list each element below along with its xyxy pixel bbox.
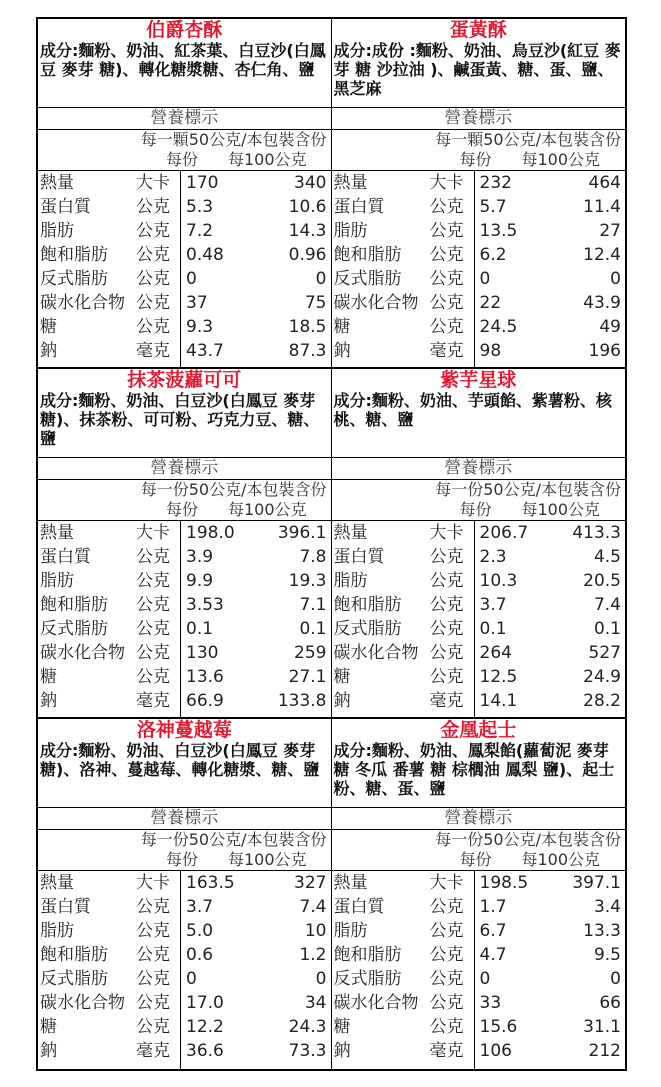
nutrient-per-100g: 7.4 [299, 897, 327, 917]
nutrient-row [38, 195, 331, 219]
nutrient-per-serving: 6.7 [479, 921, 507, 941]
nutrient-per-serving: 2.3 [479, 547, 507, 567]
nutrient-per-serving: 106 [479, 1041, 512, 1061]
nutrient-unit: 公克 [429, 1017, 464, 1037]
nutrient-per-100g: 0 [315, 969, 327, 989]
nutrient-name: 反式脂肪 [40, 269, 108, 289]
nutrition-header: 營養標示 [38, 108, 331, 130]
nutrient-unit: 公克 [136, 945, 170, 965]
nutrient-row [332, 1015, 626, 1039]
nutrient-row [38, 267, 331, 291]
nutrient-per-serving: 10.3 [479, 571, 518, 591]
nutrient-row [332, 545, 626, 569]
nutrient-row [332, 1039, 626, 1063]
nutrient-name: 反式脂肪 [333, 269, 402, 289]
nutrient-unit: 公克 [429, 317, 464, 337]
nutrient-per-100g: 11.4 [583, 197, 621, 217]
nutrient-row [332, 243, 626, 267]
nutrient-per-100g: 527 [588, 643, 621, 663]
nutrient-per-serving: 0.6 [186, 945, 214, 965]
nutrient-name: 熱量 [40, 173, 74, 193]
nutrient-name: 糖 [333, 1017, 351, 1037]
nutrient-per-serving: 5.3 [186, 197, 214, 217]
nutrient-name: 糖 [333, 317, 351, 337]
nutrient-per-serving: 9.3 [186, 317, 214, 337]
nutrient-name: 反式脂肪 [40, 619, 108, 639]
nutrient-unit: 公克 [136, 619, 170, 639]
nutrient-per-100g: 27 [599, 221, 621, 241]
nutrient-name: 飽和脂肪 [40, 595, 108, 615]
nutrient-row [332, 943, 626, 967]
nutrient-per-100g: 0.1 [299, 619, 327, 639]
nutrient-per-100g: 14.3 [288, 221, 327, 241]
nutrient-unit: 公克 [136, 245, 170, 265]
product-name: 金凰起士 [440, 719, 517, 741]
per-100g-header: 每100公克 [521, 850, 601, 869]
nutrient-per-100g: 10 [304, 921, 327, 941]
nutrient-name: 蛋白質 [40, 897, 91, 917]
nutrient-per-serving: 198.0 [186, 523, 235, 543]
nutrient-row [38, 521, 331, 545]
nutrient-unit: 公克 [429, 595, 464, 615]
nutrient-per-serving: 0.1 [186, 619, 214, 639]
column-headers [38, 500, 331, 521]
serving-info: 每一份50公克/本包裝含份 [435, 480, 621, 499]
nutrient-row [332, 689, 626, 713]
nutrient-per-serving: 170 [186, 173, 219, 193]
nutrient-per-100g: 10.6 [288, 197, 327, 217]
nutrient-name: 飽和脂肪 [333, 245, 402, 265]
nutrient-per-serving: 264 [479, 643, 512, 663]
nutrient-unit: 大卡 [429, 873, 464, 893]
nutrient-per-100g: 0 [610, 269, 621, 289]
ingredients-text: 成分:麵粉、奶油、白豆沙(白鳳豆 麥芽 糖)、抹茶粉、可可粉、巧克力豆、糖、鹽 [38, 391, 331, 458]
nutrient-row [38, 895, 331, 919]
nutrient-row [38, 219, 331, 243]
serving-info: 每一份50公克/本包裝含份 [140, 480, 327, 499]
nutrient-name: 鈉 [40, 341, 57, 361]
nutrient-row [38, 871, 331, 895]
nutrient-name: 碳水化合物 [333, 643, 419, 663]
nutrient-table [38, 871, 331, 1069]
nutrient-per-100g: 20.5 [583, 571, 621, 591]
nutrient-unit: 公克 [136, 317, 170, 337]
nutrient-table [38, 171, 331, 367]
nutrient-row [332, 171, 626, 195]
nutrient-name: 脂肪 [333, 571, 368, 591]
nutrient-per-100g: 31.1 [583, 1017, 621, 1037]
ingredients-text: 成分:麵粉、奶油、白豆沙(白鳳豆 麥芽 糖)、洛神、蔓越莓、轉化糖漿、糖、鹽 [38, 741, 331, 808]
nutrient-row [332, 521, 626, 545]
nutrient-per-100g: 43.9 [583, 293, 621, 313]
nutrient-unit: 公克 [429, 643, 464, 663]
nutrient-unit: 公克 [429, 293, 464, 313]
nutrient-per-serving: 7.2 [186, 221, 214, 241]
nutrient-row [332, 895, 626, 919]
nutrient-per-serving: 5.7 [479, 197, 507, 217]
nutrient-per-serving: 43.7 [186, 341, 224, 361]
nutrient-unit: 公克 [429, 619, 464, 639]
nutrient-unit: 公克 [136, 993, 170, 1013]
nutrient-name: 糖 [333, 667, 351, 687]
nutrient-per-serving: 6.2 [479, 245, 507, 265]
nutrition-panel [332, 19, 626, 369]
nutrition-header: 營養標示 [38, 458, 331, 480]
nutrient-name: 飽和脂肪 [40, 245, 108, 265]
nutrient-unit: 毫克 [136, 691, 170, 711]
nutrient-name: 蛋白質 [40, 197, 91, 217]
nutrient-per-serving: 15.6 [479, 1017, 518, 1037]
nutrient-name: 蛋白質 [333, 547, 385, 567]
nutrient-name: 碳水化合物 [40, 993, 125, 1013]
nutrient-per-serving: 198.5 [479, 873, 529, 893]
nutrient-unit: 公克 [136, 547, 170, 567]
nutrient-per-serving: 1.7 [479, 897, 507, 917]
nutrient-row [332, 919, 626, 943]
nutrient-per-100g: 0 [315, 269, 327, 289]
nutrient-unit: 公克 [429, 921, 464, 941]
nutrient-unit: 公克 [429, 221, 464, 241]
nutrient-per-100g: 1.2 [299, 945, 327, 965]
nutrition-panel [38, 719, 332, 1069]
nutrient-unit: 公克 [429, 993, 464, 1013]
nutrient-row [332, 339, 626, 363]
nutrient-name: 飽和脂肪 [333, 595, 402, 615]
nutrient-per-100g: 73.3 [288, 1041, 327, 1061]
nutrient-unit: 大卡 [136, 523, 170, 543]
nutrient-per-100g: 464 [588, 173, 621, 193]
nutrient-name: 熱量 [40, 873, 74, 893]
nutrient-per-100g: 340 [294, 173, 327, 193]
nutrient-per-100g: 0.96 [288, 245, 327, 265]
nutrition-header: 營養標示 [332, 808, 626, 830]
nutrient-per-serving: 5.0 [186, 921, 214, 941]
nutrient-per-serving: 17.0 [186, 993, 224, 1013]
nutrient-name: 反式脂肪 [40, 969, 108, 989]
nutrient-per-serving: 12.2 [186, 1017, 224, 1037]
ingredients-text: 成分:麵粉、奶油、芋頭餡、紫薯粉、核桃、糖、鹽 [332, 391, 626, 458]
per-serving-header: 每份 [166, 500, 199, 519]
nutrient-row [332, 593, 626, 617]
nutrient-per-serving: 33 [479, 993, 502, 1013]
nutrient-per-100g: 397.1 [572, 873, 621, 893]
nutrient-per-100g: 3.4 [593, 897, 621, 917]
column-headers [38, 850, 331, 871]
serving-info: 每一顆50公克/本包裝含份 [435, 130, 621, 149]
nutrient-row [38, 689, 331, 713]
nutrient-table [38, 521, 331, 717]
nutrient-row [332, 967, 626, 991]
nutrient-per-serving: 0.1 [479, 619, 507, 639]
nutrient-per-100g: 12.4 [583, 245, 621, 265]
nutrient-per-100g: 133.8 [277, 691, 327, 711]
nutrient-per-100g: 9.5 [593, 945, 621, 965]
nutrient-row [38, 339, 331, 363]
column-headers [332, 500, 626, 521]
per-100g-header: 每100公克 [521, 150, 601, 169]
nutrient-row [38, 665, 331, 689]
per-100g-header: 每100公克 [521, 500, 601, 519]
nutrient-per-serving: 163.5 [186, 873, 235, 893]
nutrient-row [38, 919, 331, 943]
nutrient-per-serving: 4.7 [479, 945, 507, 965]
nutrient-row [38, 617, 331, 641]
nutrient-row [38, 943, 331, 967]
nutrient-per-serving: 98 [479, 341, 502, 361]
nutrient-unit: 公克 [429, 667, 464, 687]
nutrient-per-serving: 13.5 [479, 221, 518, 241]
per-100g-header: 每100公克 [228, 500, 307, 519]
nutrient-name: 脂肪 [40, 571, 74, 591]
nutrient-unit: 公克 [429, 245, 464, 265]
nutrient-row [38, 1015, 331, 1039]
nutrient-per-100g: 49 [599, 317, 621, 337]
nutrient-per-100g: 7.1 [299, 595, 327, 615]
ingredients-text: 成分:麵粉、奶油、鳳梨餡(蘿蔔泥 麥芽糖 冬瓜 番薯 糖 棕櫚油 鳳梨 鹽)、起士粉、糖、蛋、鹽 [332, 741, 626, 808]
ingredients-text: 成分:麵粉、奶油、紅茶葉、白豆沙(白鳳豆 麥芽 糖)、轉化糖漿糖、杏仁角、鹽 [38, 41, 331, 108]
nutrient-row [38, 291, 331, 315]
nutrient-unit: 公克 [136, 269, 170, 289]
nutrient-row [332, 617, 626, 641]
nutrient-name: 脂肪 [333, 921, 368, 941]
nutrient-per-serving: 24.5 [479, 317, 518, 337]
nutrient-per-serving: 3.9 [186, 547, 214, 567]
nutrient-per-serving: 66.9 [186, 691, 224, 711]
nutrient-row [332, 991, 626, 1015]
nutrition-header: 營養標示 [38, 808, 331, 830]
nutrient-name: 鈉 [40, 691, 57, 711]
nutrient-per-100g: 259 [294, 643, 327, 663]
product-name: 伯爵杏酥 [146, 19, 223, 41]
nutrient-per-serving: 13.6 [186, 667, 224, 687]
nutrient-unit: 公克 [429, 897, 464, 917]
nutrient-row [38, 991, 331, 1015]
nutrient-row [332, 315, 626, 339]
nutrient-per-100g: 24.9 [583, 667, 621, 687]
nutrient-name: 蛋白質 [40, 547, 91, 567]
nutrient-per-serving: 0.48 [186, 245, 224, 265]
nutrient-per-serving: 3.7 [186, 897, 214, 917]
nutrient-unit: 毫克 [429, 1041, 464, 1061]
nutrient-row [332, 569, 626, 593]
nutrient-row [38, 593, 331, 617]
nutrient-name: 熱量 [333, 173, 368, 193]
nutrition-panel [332, 719, 626, 1069]
nutrient-unit: 公克 [136, 221, 170, 241]
per-100g-header: 每100公克 [228, 150, 307, 169]
column-headers [38, 150, 331, 171]
nutrient-name: 鈉 [333, 1041, 351, 1061]
nutrient-row [38, 545, 331, 569]
nutrient-unit: 公克 [136, 595, 170, 615]
nutrition-header: 營養標示 [332, 458, 626, 480]
nutrient-row [332, 641, 626, 665]
serving-info: 每一份50公克/本包裝含份 [435, 830, 621, 849]
nutrient-row [332, 871, 626, 895]
nutrient-name: 飽和脂肪 [333, 945, 402, 965]
per-serving-header: 每份 [166, 150, 199, 169]
nutrient-per-100g: 327 [294, 873, 327, 893]
nutrient-name: 鈉 [333, 691, 351, 711]
nutrient-per-100g: 28.2 [583, 691, 621, 711]
nutrient-unit: 公克 [429, 969, 464, 989]
nutrient-unit: 公克 [136, 667, 170, 687]
nutrient-unit: 毫克 [136, 341, 170, 361]
per-serving-header: 每份 [459, 150, 492, 169]
per-serving-header: 每份 [459, 850, 492, 869]
nutrient-row [332, 219, 626, 243]
nutrient-per-100g: 196 [588, 341, 621, 361]
product-name: 抹茶菠蘿可可 [127, 369, 242, 391]
nutrient-per-serving: 0 [479, 969, 491, 989]
nutrient-per-serving: 36.6 [186, 1041, 224, 1061]
nutrient-unit: 大卡 [136, 873, 170, 893]
nutrient-per-serving: 232 [479, 173, 512, 193]
nutrient-unit: 公克 [136, 643, 170, 663]
nutrition-panel [38, 369, 332, 719]
nutrient-row [38, 641, 331, 665]
product-name: 蛋黃酥 [449, 19, 507, 41]
nutrient-name: 熱量 [333, 873, 368, 893]
nutrient-row [38, 1039, 331, 1063]
nutrient-unit: 大卡 [429, 523, 464, 543]
serving-info: 每一顆50公克/本包裝含份 [140, 130, 327, 149]
nutrient-per-100g: 7.8 [299, 547, 327, 567]
nutrient-unit: 大卡 [429, 173, 464, 193]
nutrient-per-serving: 22 [479, 293, 502, 313]
nutrient-unit: 大卡 [136, 173, 170, 193]
nutrient-name: 糖 [40, 317, 57, 337]
nutrient-row [38, 569, 331, 593]
nutrient-per-serving: 206.7 [479, 523, 529, 543]
nutrient-per-serving: 37 [186, 293, 208, 313]
nutrient-unit: 公克 [429, 945, 464, 965]
nutrient-unit: 公克 [429, 197, 464, 217]
per-serving-header: 每份 [459, 500, 492, 519]
nutrition-panel [38, 19, 332, 369]
nutrient-unit: 公克 [136, 921, 170, 941]
nutrient-row [38, 171, 331, 195]
nutrient-per-100g: 0 [610, 969, 621, 989]
nutrient-name: 鈉 [333, 341, 351, 361]
nutrient-per-100g: 413.3 [572, 523, 621, 543]
product-name: 洛神蔓越莓 [136, 719, 232, 741]
nutrient-per-serving: 9.9 [186, 571, 214, 591]
nutrient-per-serving: 130 [186, 643, 219, 663]
nutrient-name: 糖 [40, 1017, 57, 1037]
ingredients-text: 成分:成份 :麵粉、奶油、烏豆沙(紅豆 麥芽 糖 沙拉油 )、鹹蛋黃、糖、蛋、鹽、黑芝麻 [332, 41, 626, 108]
nutrient-per-100g: 7.4 [593, 595, 621, 615]
nutrient-unit: 公克 [136, 897, 170, 917]
nutrient-per-100g: 27.1 [288, 667, 327, 687]
nutrient-unit: 公克 [429, 547, 464, 567]
nutrient-unit: 公克 [136, 293, 170, 313]
nutrient-unit: 公克 [429, 269, 464, 289]
nutrient-per-100g: 66 [599, 993, 621, 1013]
nutrient-per-100g: 34 [304, 993, 327, 1013]
nutrition-header: 營養標示 [332, 108, 626, 130]
nutrient-row [332, 665, 626, 689]
column-headers [332, 850, 626, 871]
nutrient-per-serving: 14.1 [479, 691, 518, 711]
nutrient-name: 碳水化合物 [40, 643, 125, 663]
nutrient-name: 飽和脂肪 [40, 945, 108, 965]
nutrient-name: 蛋白質 [333, 197, 385, 217]
nutrient-row [38, 967, 331, 991]
nutrition-panel [332, 369, 626, 719]
nutrient-name: 碳水化合物 [333, 293, 419, 313]
nutrient-row [332, 291, 626, 315]
nutrient-unit: 毫克 [429, 341, 464, 361]
nutrient-name: 脂肪 [40, 221, 74, 241]
nutrient-row [332, 195, 626, 219]
nutrient-name: 脂肪 [333, 221, 368, 241]
nutrient-table [332, 871, 626, 1069]
nutrient-unit: 毫克 [136, 1041, 170, 1061]
per-serving-header: 每份 [166, 850, 199, 869]
nutrient-per-100g: 4.5 [593, 547, 621, 567]
nutrient-name: 糖 [40, 667, 57, 687]
nutrient-name: 熱量 [333, 523, 368, 543]
nutrient-name: 脂肪 [40, 921, 74, 941]
column-headers [332, 150, 626, 171]
nutrient-name: 熱量 [40, 523, 74, 543]
nutrition-label-sheet [36, 17, 627, 1071]
nutrient-row [38, 315, 331, 339]
nutrient-unit: 公克 [136, 969, 170, 989]
nutrient-unit: 公克 [136, 1017, 170, 1037]
nutrient-row [332, 267, 626, 291]
nutrient-per-100g: 212 [588, 1041, 621, 1061]
nutrient-per-100g: 75 [304, 293, 327, 313]
nutrient-per-serving: 3.53 [186, 595, 224, 615]
nutrient-per-100g: 396.1 [277, 523, 327, 543]
product-name: 紫芋星球 [440, 369, 517, 391]
nutrient-per-100g: 87.3 [288, 341, 327, 361]
per-100g-header: 每100公克 [228, 850, 307, 869]
nutrient-table [332, 171, 626, 367]
nutrient-name: 鈉 [40, 1041, 57, 1061]
nutrient-per-100g: 0.1 [593, 619, 621, 639]
nutrient-per-100g: 13.3 [583, 921, 621, 941]
nutrient-per-100g: 24.3 [288, 1017, 327, 1037]
nutrient-per-serving: 3.7 [479, 595, 507, 615]
nutrient-unit: 公克 [429, 571, 464, 591]
nutrient-unit: 毫克 [429, 691, 464, 711]
nutrient-unit: 公克 [136, 571, 170, 591]
nutrient-row [38, 243, 331, 267]
nutrient-table [332, 521, 626, 717]
nutrient-unit: 公克 [136, 197, 170, 217]
nutrient-per-serving: 12.5 [479, 667, 518, 687]
nutrient-name: 碳水化合物 [333, 993, 419, 1013]
nutrient-name: 反式脂肪 [333, 969, 402, 989]
nutrient-per-serving: 0 [186, 269, 197, 289]
nutrient-per-100g: 19.3 [288, 571, 327, 591]
nutrient-per-serving: 0 [479, 269, 491, 289]
nutrient-per-serving: 0 [186, 969, 197, 989]
nutrient-name: 反式脂肪 [333, 619, 402, 639]
nutrient-per-100g: 18.5 [288, 317, 327, 337]
nutrient-name: 蛋白質 [333, 897, 385, 917]
nutrient-name: 碳水化合物 [40, 293, 125, 313]
serving-info: 每一份50公克/本包裝含份 [140, 830, 327, 849]
